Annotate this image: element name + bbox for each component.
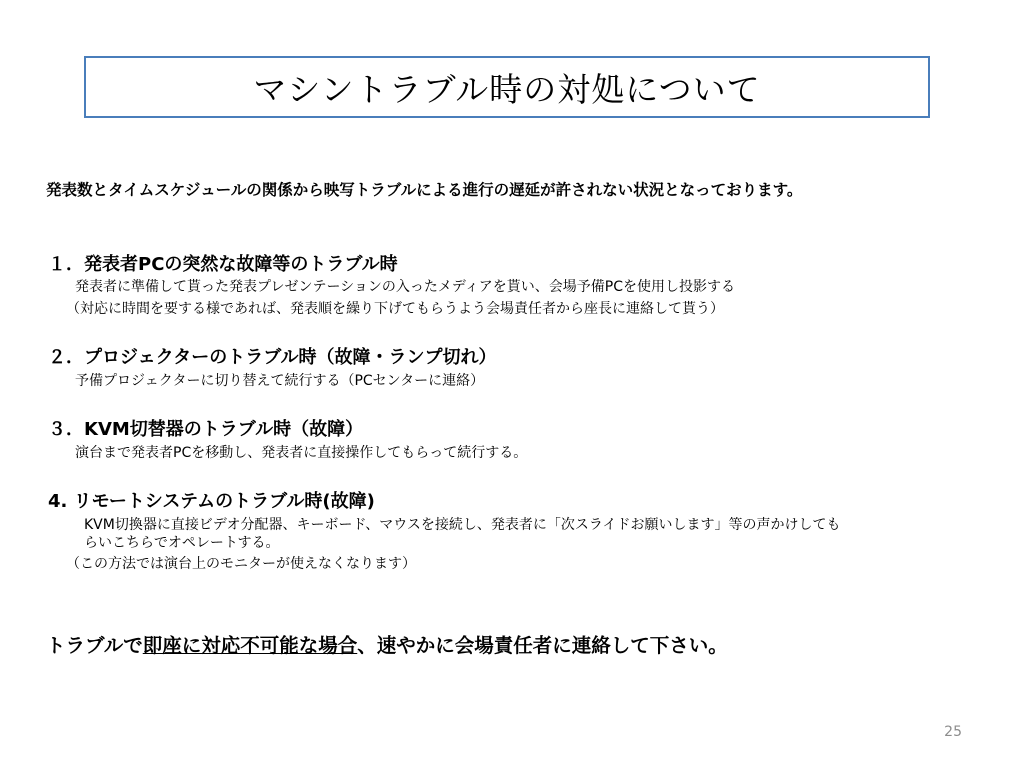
section-1-line-2: （対応に時間を要する様であれば、発表順を繰り下げてもらうよう会場責任者から座長に連絡して貰う） [66, 301, 724, 317]
title-box [84, 56, 930, 118]
intro-text: 発表数とタイムスケジュールの関係から映写トラブルによる進行の遅延が許されない状況となっております。 [46, 181, 803, 199]
section-4-line-3: （この方法では演台上のモニターが使えなくなります） [66, 556, 416, 572]
slide-title: マシントラブル時の対処について [253, 69, 761, 109]
footer-after: 、速やかに会場責任者に連絡して下さい。 [357, 634, 728, 657]
section-4-heading: 4. リモートシステムのトラブル時(故障) [48, 491, 375, 512]
section-2-heading: ２．プロジェクターのトラブル時（故障・ランプ切れ） [48, 347, 497, 368]
page-number: 25 [944, 724, 962, 740]
footer-notice [46, 630, 728, 658]
section-2-line-1: 予備プロジェクターに切り替えて続行する（PCセンターに連絡） [75, 373, 485, 389]
footer-before: トラブルで [46, 634, 143, 657]
footer-underlined: 即座に対応不可能な場合 [142, 634, 358, 657]
section-1-heading: １．発表者PCの突然な故障等のトラブル時 [48, 254, 398, 275]
section-4-line-1: KVM切換器に直接ビデオ分配器、キーボード、マウスを接続し、発表者に「次スライドお願いします」等の声かけしても [84, 517, 841, 533]
section-1-line-1: 発表者に準備して貰った発表プレゼンテーションの入ったメディアを貰い、会場予備PCを使用し投影する [75, 279, 735, 295]
section-3-line-1: 演台まで発表者PCを移動し、発表者に直接操作してもらって続行する。 [75, 445, 528, 461]
section-3-heading: ３．KVM切替器のトラブル時（故障） [48, 419, 364, 440]
section-4-line-2: らいこちらでオペレートする。 [84, 535, 280, 551]
